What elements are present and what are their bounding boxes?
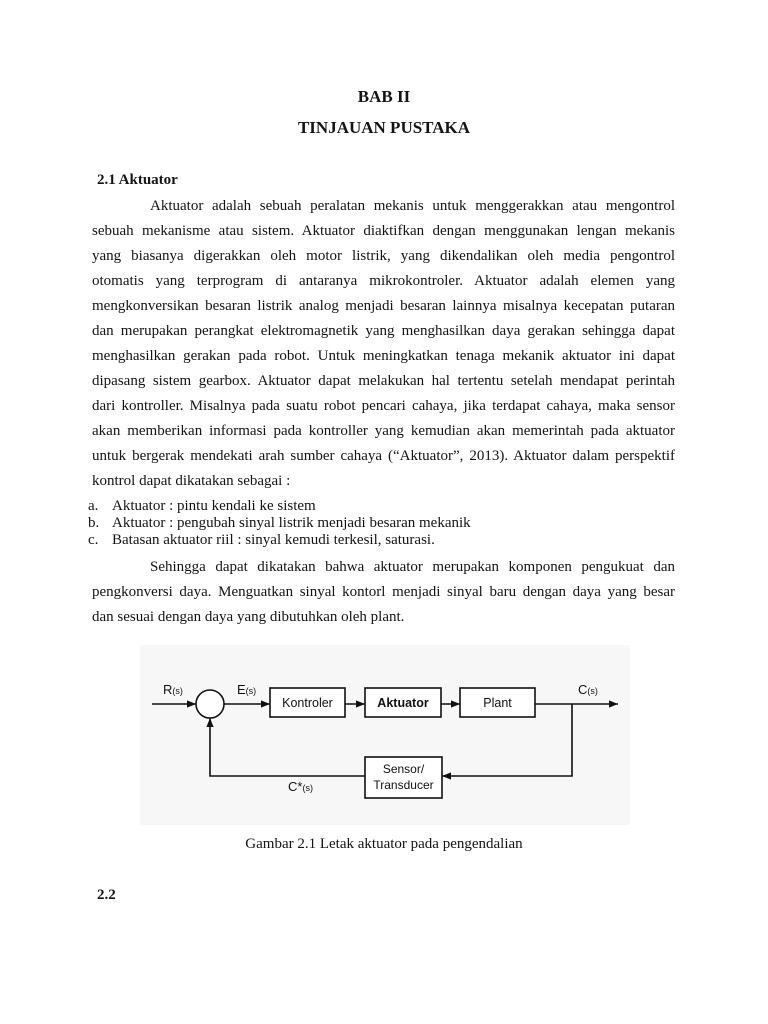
signal-argument: (s) (587, 686, 598, 696)
list-item (88, 515, 688, 532)
paragraph-line: otomatis yang terprogram di antaranya mikrokontroler. Aktuator adalah elemen yang (92, 273, 675, 289)
paragraph-line: kontrol dapat dikatakan sebagai : (92, 473, 291, 489)
block-diagram (140, 645, 630, 825)
signal-symbol: E (237, 682, 246, 697)
paragraph-line: Sehingga dapat dikatakan bahwa aktuator merupakan komponen pengukuat dan (150, 559, 675, 575)
signal-symbol: C (578, 682, 588, 697)
signal-argument: (s) (302, 783, 313, 793)
summing-junction (196, 690, 224, 718)
paragraph-line: Aktuator adalah sebuah peralatan mekanis untuk menggerakkan atau mengontrol (150, 198, 675, 214)
list-marker: b. (88, 515, 100, 531)
signal-symbol: R (163, 682, 173, 697)
ordered-list (88, 498, 688, 549)
sensor-label-line: Sensor/ (382, 762, 425, 776)
signal-argument: (s) (245, 686, 257, 696)
sensor-label-line: Transducer (373, 778, 434, 792)
paragraph-line: mengkonversikan besaran listrik analog menjadi besaran lainnya misalnya kecepatan putaran (92, 298, 675, 314)
paragraph-line: untuk bergerak mendekati arah sumber cahaya (“Aktuator”, 2013). Aktuator dalam perspektif (92, 448, 675, 464)
figure-caption: Gambar 2.1 Letak aktuator pada pengendalian (245, 836, 523, 852)
paragraph-line: dari kontroller. Misalnya pada suatu robot pencari cahaya, jika terdapat cahaya, maka sensor (92, 398, 675, 414)
list-marker: c. (88, 532, 99, 548)
signal-argument: (s) (172, 686, 183, 696)
paragraph-line: pengkonversi daya. Menguatkan sinyal kontorl menjadi sinyal baru dengan daya yang besar (92, 584, 675, 600)
actuator-label: Aktuator (377, 696, 429, 710)
paragraph-line: dipasang sistem gearbox. Aktuator dapat melakukan hal tertentu setelah mendapat perintah (92, 373, 675, 389)
plant-label: Plant (483, 696, 512, 710)
paragraph (92, 555, 675, 630)
chapter-label: BAB II (357, 87, 411, 106)
section-heading: 2.2 (97, 887, 116, 903)
list-item-text: Batasan aktuator riil : sinyal kemudi terkesil, saturasi. (112, 532, 435, 548)
paragraph-line: sebuah mekanisme atau sistem. Aktuator diaktifkan dengan menggunakan lengan mekanis (92, 223, 675, 239)
section-heading: 2.1 Aktuator (97, 172, 178, 188)
paragraph-line: yang biasanya digerakkan oleh motor listrik, yang dikendalikan oleh media pengontrol (92, 248, 675, 264)
paragraph-line: dan sesuai dengan daya yang dibutuhkan oleh plant. (92, 609, 405, 625)
list-item (88, 498, 688, 515)
paragraph-line: menghasilkan gerakan pada robot. Untuk meningkatkan tenaga mekanik aktuator ini dapat (92, 348, 675, 364)
paragraph-line: akan memberikan informasi pada kontroller yang kemudian akan memerintah pada aktuator (92, 423, 675, 439)
signal-symbol: C* (288, 779, 303, 794)
paragraph-line: dan merupakan perangkat elektromagnetik yang menghasilkan daya gerakan sehingga dapat (92, 323, 675, 339)
chapter-title: TINJAUAN PUSTAKA (297, 118, 471, 137)
list-marker: a. (88, 498, 99, 514)
list-item-text: Aktuator : pintu kendali ke sistem (112, 498, 316, 514)
paragraph (92, 194, 675, 494)
list-item-text: Aktuator : pengubah sinyal listrik menjadi besaran mekanik (112, 515, 471, 531)
controller-label: Kontroler (282, 696, 333, 710)
list-item (88, 532, 688, 549)
